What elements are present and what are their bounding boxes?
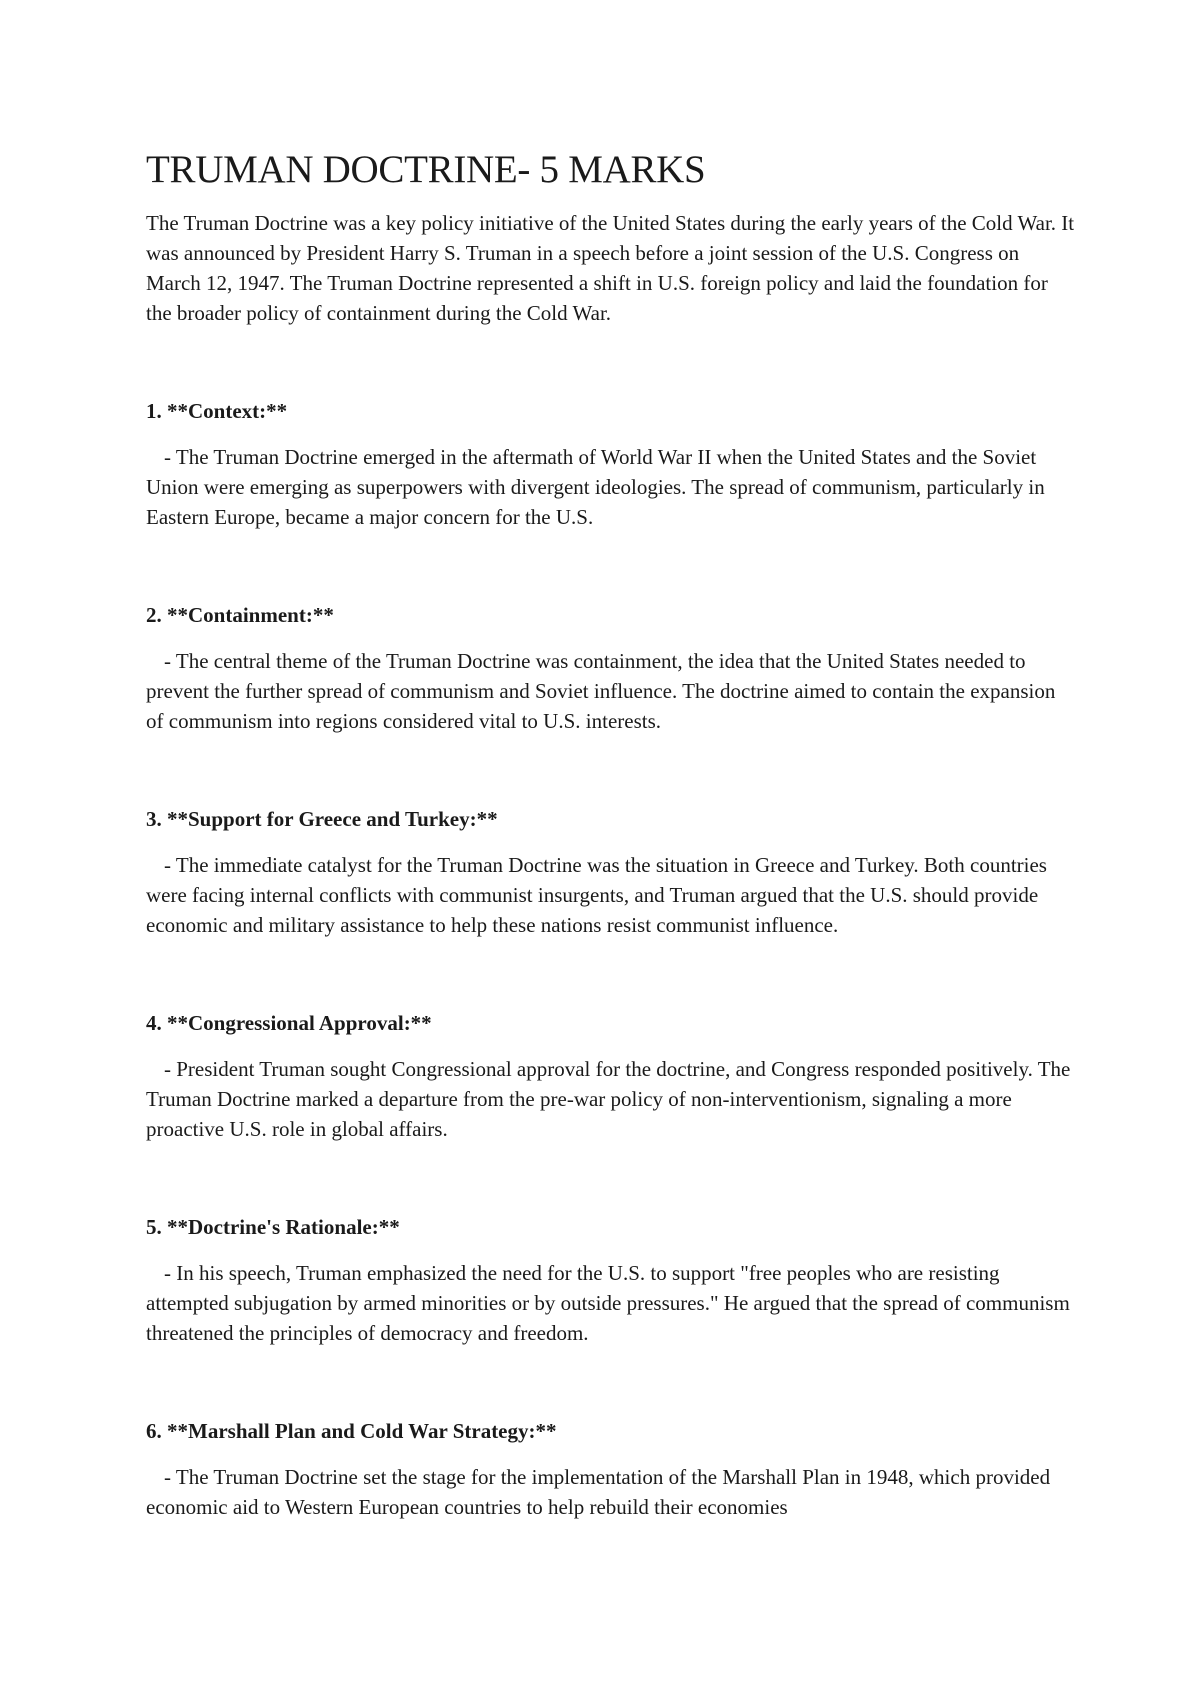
document-page: [146, 146, 1076, 1522]
section-heading: 4. **Congressional Approval:**: [146, 1011, 432, 1035]
document-title: TRUMAN DOCTRINE- 5 MARKS: [146, 148, 706, 191]
section-heading: 3. **Support for Greece and Turkey:**: [146, 807, 498, 831]
section-heading: 6. **Marshall Plan and Cold War Strategy:**: [146, 1419, 557, 1443]
section-body: - The Truman Doctrine emerged in the aftermath of World War II when the United States and the Soviet Union were emerging as superpowers with divergent ideologies. The spread of communism, particularly in Eastern Europe, became a major concern for the U.S.: [146, 445, 1045, 529]
section-body: - The central theme of the Truman Doctrine was containment, the idea that the United States needed to prevent the further spread of communism and Soviet influence. The doctrine aimed to contain the expansion of communism into regions considered vital to U.S. interests.: [146, 649, 1056, 733]
section-congressional-approval: [146, 1008, 1076, 1144]
section-heading: 1. **Context:**: [146, 399, 288, 423]
intro-paragraph: The Truman Doctrine was a key policy initiative of the United States during the early years of the Cold War. It was announced by President Harry S. Truman in a speech before a joint session of the U.S. Congress on March 12, 1947. The Truman Doctrine represented a shift in U.S. foreign policy and laid the foundation for the broader policy of containment during the Cold War.: [146, 211, 1075, 325]
section-greece-turkey: [146, 804, 1076, 940]
section-marshall-plan: [146, 1416, 1076, 1522]
section-rationale: [146, 1212, 1076, 1348]
section-context: [146, 396, 1076, 532]
section-heading: 5. **Doctrine's Rationale:**: [146, 1215, 400, 1239]
section-body: - In his speech, Truman emphasized the need for the U.S. to support "free peoples who are resisting attempted subjugation by armed minorities or by outside pressures." He argued that the spread of communism threatened the principles of democracy and freedom.: [146, 1261, 1070, 1345]
section-body: - The Truman Doctrine set the stage for the implementation of the Marshall Plan in 1948, which provided economic aid to Western European countries to help rebuild their economies: [146, 1465, 1051, 1519]
section-heading: 2. **Containment:**: [146, 603, 334, 627]
section-body: - The immediate catalyst for the Truman Doctrine was the situation in Greece and Turkey. Both countries were facing internal conflicts with communist insurgents, and Truman argued that the U.S. should provide economic and military assistance to help these nations resist communist influence.: [146, 853, 1047, 937]
section-body: - President Truman sought Congressional approval for the doctrine, and Congress responded positively. The Truman Doctrine marked a departure from the pre-war policy of non-interventionism, signaling a more proactive U.S. role in global affairs.: [146, 1057, 1071, 1141]
section-containment: [146, 600, 1076, 736]
